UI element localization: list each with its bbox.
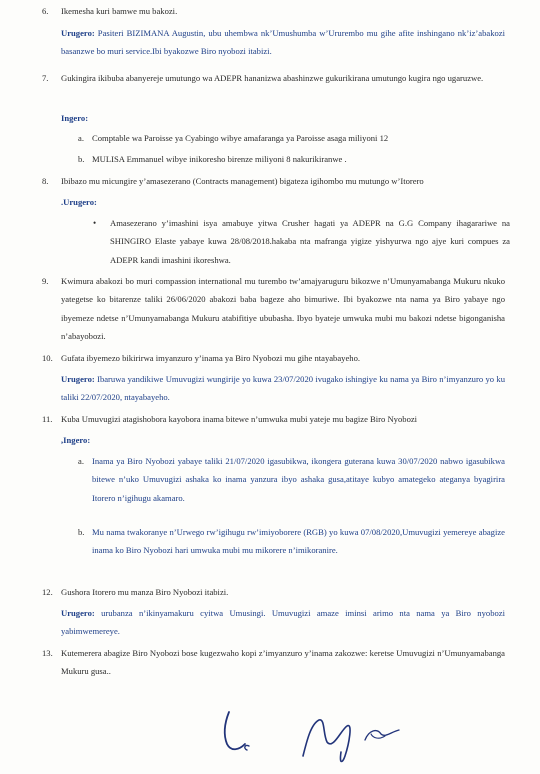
- item-13-text: Kutemerera abagize Biro Nyobozi bose kugezwaho kopi z’imyanzuro y’inama zakozwe: keretse Umuvugizi n’Umunyamabanga Mukuru gusa..: [61, 648, 505, 677]
- item-11-text: Kuba Umuvugizi atagishobora kayobora inama bitewe n’umwuka mubi yateje mu bagize Biro Nyobozi: [61, 414, 418, 424]
- item-11a-letter: a.: [78, 456, 84, 466]
- item-9-text: Kwimura abakozi bo muri compassion international mu turembo tw’amajyaruguru bikozwe n’Umunyamabanga Mukuru nkuko yategetse ko bitarenze taliki 26/06/2020 abakozi baba bageze aho bimuriwe. Ibi byakozwe nta nama ya Biro yabaye ngo ibyemeze ndetse n’Umunyamabanga Mukuru atabifitiye ububasha. Ibyo byateje umwuka mubi mu bakozi ndetse bigonganisha n’abayobozi.: [61, 276, 505, 342]
- examples-label: Ingero:: [61, 113, 89, 123]
- item-12-number: 12.: [42, 587, 53, 597]
- item-11b-text: Mu nama twakoranye n’Urwego rw’igihugu rw’imiyoborere (RGB) yo kuwa 07/08/2020,Umuvugizi yemereye abagize inama ko Biro Nyobozi hari umwuka mubi mu mikorere n’imikoranire.: [92, 527, 505, 556]
- example-label-10: Urugero:: [61, 374, 95, 384]
- item-11b-letter: b.: [78, 527, 85, 537]
- item-7-text: Gukingira ikibuba abanyereje umutungo wa ADEPR hananizwa abashinzwe gukurikirana umutungo kugira ngo ugaruzwe.: [61, 73, 484, 83]
- example-label-8: .Urugero:: [61, 197, 97, 207]
- item-12-text: Gushora Itorero mu manza Biro Nyobozi itabizi.: [61, 587, 229, 597]
- item-12-example: [61, 604, 505, 641]
- examples-label-11: ,Ingero:: [61, 435, 91, 445]
- example-label: Urugero:: [61, 28, 95, 38]
- item-10-text: Gufata ibyemezo bikirirwa imyanzuro y’inama ya Biro Nyobozi mu gihe ntayabayeho.: [61, 353, 361, 363]
- item-10-number: 10.: [42, 353, 53, 363]
- item-11-number: 11.: [42, 414, 53, 424]
- item-11a-text: Inama ya Biro Nyobozi yabaye taliki 21/07/2020 igasubikwa, ikongera guterana kuwa 30/07/2020 nabwo igasubikwa bitewe n’uko Umuvugizi ashaka ko inama yanzura ibyo ashaka gusa,atitaye kubyo amategeko ateganya byagirira Itorero n’igihugu akamaro.: [92, 456, 505, 503]
- handwritten-signatures: [215, 700, 415, 770]
- item-6-example: [61, 24, 505, 61]
- example-text-12: urubanza n’ikinyamakuru cyitwa Umusingi. Umuvugizi amaze iminsi arimo nta nama ya Biro nyobozi yabimwemereye.: [61, 608, 505, 637]
- item-7b-letter: b.: [78, 154, 85, 164]
- item-10-example: [61, 370, 505, 407]
- item-8-number: 8.: [42, 176, 49, 186]
- item-13-number: 13.: [42, 648, 53, 658]
- example-text: Pasiteri BIZIMANA Augustin, ubu uhembwa nk’Umushumba w’Ururembo mu gihe afite inshingano nk’iz’abakozi basanzwe bo muri service.Ibi byakozwe Biro nyobozi itabizi.: [61, 28, 505, 57]
- item-6-number: 6.: [42, 6, 49, 16]
- bullet-dot: •: [93, 218, 97, 228]
- item-6-text: Ikemesha kuri bamwe mu bakozi.: [61, 6, 178, 16]
- item-8-text: Ibibazo mu micungire y’amasezerano (Contracts management) bigateza igihombo mu mutungo w’Itorero: [61, 176, 424, 186]
- item-7b-text: MULISA Emmanuel wibye inikoresho birenze miliyoni 8 nakurikiranwe .: [92, 154, 347, 164]
- item-8-example-text: Amasezerano y’imashini isya amabuye yitwa Crusher hagati ya ADEPR na G.G Company ihagarariwe na SHINGIRO Elaste yabaye kuwa 28/08/2018.hakaba nta mafranga yigize yishyurwa ngo ajye kuri compues za ADEPR kandi imashini ikoreshwa.: [110, 218, 510, 265]
- example-text-10: Ibaruwa yandikiwe Umuvugizi wungirije yo kuwa 23/07/2020 ivugako ishingiye ku nama ya Biro n’imyanzuro yo ku taliki 22/07/2020, ntayabayeho.: [61, 374, 505, 403]
- item-7a-letter: a.: [78, 133, 84, 143]
- item-7-number: 7.: [42, 73, 49, 83]
- item-7a-text: Comptable wa Paroisse ya Cyabingo wibye amafaranga ya Paroisse asaga miliyoni 12: [92, 133, 389, 143]
- example-label-12: Urugero:: [61, 608, 95, 618]
- item-9-number: 9.: [42, 276, 49, 286]
